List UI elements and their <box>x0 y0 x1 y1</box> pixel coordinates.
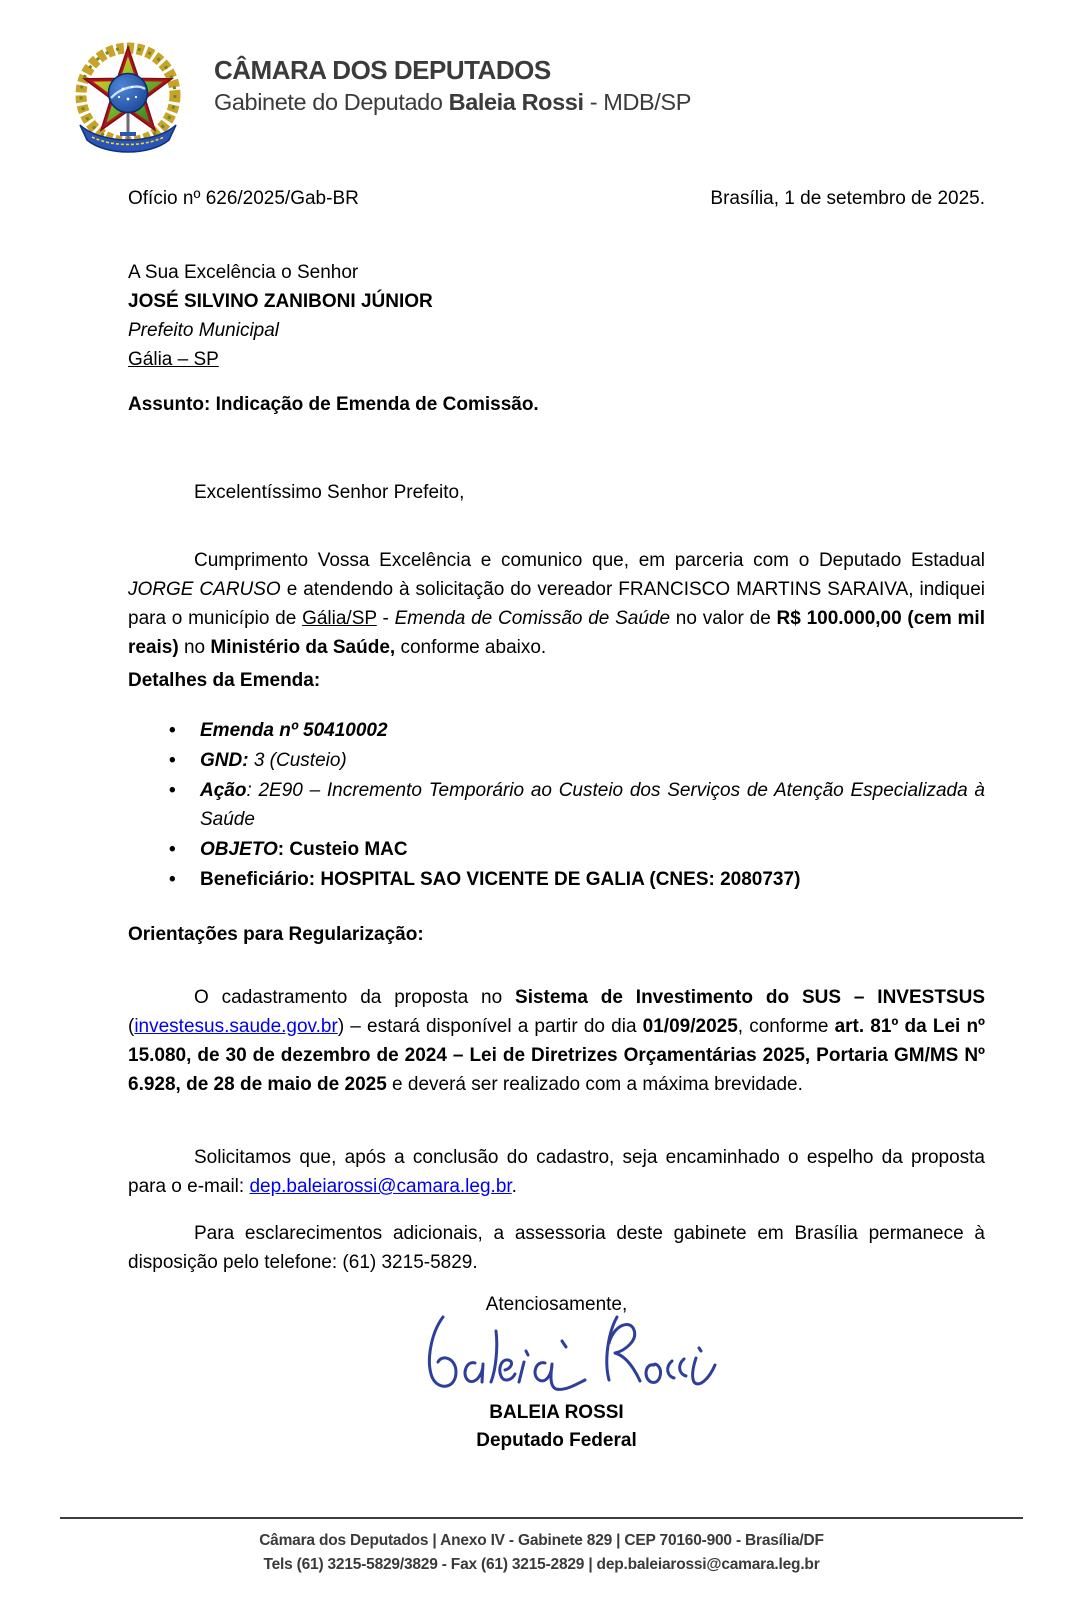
text-segment: OBJETO <box>200 839 278 860</box>
text-segment: Ministério da Saúde, <box>210 637 396 658</box>
text-segment: Solicitamos que, após a conclusão do cadastro, seja encaminhado o espelho da proposta para o e-mail: <box>128 1147 985 1197</box>
investsus-link[interactable]: investesus.saude.gov.br <box>134 1016 338 1037</box>
letter-body <box>128 0 985 1597</box>
followup-paragraph <box>128 1143 985 1201</box>
list-item-objeto <box>128 835 985 864</box>
footer-contacts: Tels (61) 3215-5829/3829 - Fax (61) 3215-2829 | dep.baleiarossi@camara.leg.br <box>263 1556 820 1573</box>
subject-line: Assunto: Indicação de Emenda de Comissão. <box>128 394 539 415</box>
text-segment: ( <box>128 1016 135 1037</box>
office-suffix: - MDB/SP <box>583 88 691 115</box>
text-segment: Emenda de Comissão de Saúde <box>394 608 671 629</box>
signatory-title: Deputado Federal <box>476 1430 637 1451</box>
text-segment: no valor de <box>670 608 777 629</box>
footer <box>0 1529 1083 1577</box>
signatory-name: BALEIA ROSSI <box>489 1402 624 1423</box>
text-segment: : 2E90 – Incremento Temporário ao Custeio dos Serviços de Atenção Especializada à Saúde <box>200 780 985 830</box>
footer-address: Câmara dos Deputados | Anexo IV - Gabinete 829 | CEP 70160-900 - Brasília/DF <box>259 1532 824 1549</box>
text-segment: no <box>178 637 211 658</box>
list-item-acao <box>128 776 985 834</box>
text-segment: Sistema de Investimento do SUS – INVESTSUS <box>515 987 986 1008</box>
details-heading: Detalhes da Emenda: <box>128 670 321 691</box>
text-segment: Beneficiário: HOSPITAL SAO VICENTE DE GALIA (CNES: 2080737) <box>200 869 801 890</box>
closing-salutation: Atenciosamente, <box>485 1294 628 1315</box>
regularization-paragraph <box>128 983 985 1099</box>
list-item-beneficiario <box>128 865 985 894</box>
text-segment: JORGE CARUSO <box>128 579 281 600</box>
text-segment: Gália/SP <box>302 608 377 629</box>
org-title: CÂMARA DOS DEPUTADOS <box>214 55 551 85</box>
office-prefix: Gabinete do Deputado <box>214 88 449 115</box>
addressee-block <box>128 258 985 374</box>
deputy-name: Baleia Rossi <box>448 88 584 115</box>
oficio-number: Ofício nº 626/2025/Gab-BR <box>128 188 359 209</box>
text-segment: Emenda nº 50410002 <box>200 720 388 741</box>
emenda-details-list <box>128 716 985 895</box>
text-segment: ) – estará disponível a partir do dia <box>337 1016 643 1037</box>
greeting: Excelentíssimo Senhor Prefeito, <box>194 482 465 503</box>
text-segment: . <box>511 1176 517 1197</box>
text-segment: e deverá ser realizado com a máxima brevidade. <box>386 1074 803 1095</box>
email-link[interactable]: dep.baleiarossi@camara.leg.br <box>249 1176 512 1197</box>
text-segment: : Custeio MAC <box>277 839 408 860</box>
text-segment: art. 81º da Lei nº 15.080, de 30 de dezembro de 2024 – Lei de Diretrizes Orçamentárias 2025, Portaria GM/MS Nº 6.928, de 28 de maio de 2025 <box>128 1016 985 1095</box>
text-segment: Ação <box>200 780 247 801</box>
signature-image <box>128 1303 985 1412</box>
body-paragraph-1 <box>128 546 985 662</box>
text-segment: GND: <box>200 750 249 771</box>
text-segment: Cumprimento Vossa Excelência e comunico que, em parceria com o Deputado Estadual <box>194 550 985 571</box>
text-segment: R$ 100.000,00 (cem mil reais) <box>128 608 985 658</box>
addressee-city: Gália – SP <box>128 349 219 370</box>
addressee-name: JOSÉ SILVINO ZANIBONI JÚNIOR <box>128 291 433 312</box>
text-segment: - <box>376 608 395 629</box>
contact-paragraph: Para esclarecimentos adicionais, a assessoria deste gabinete em Brasília permanece à disposição pelo telefone: (61) 3215-5829. <box>128 1223 985 1273</box>
reference-row <box>128 184 985 213</box>
text-segment: 3 (Custeio) <box>248 750 347 771</box>
addressee-role: Prefeito Municipal <box>128 320 280 341</box>
dateline: Brasília, 1 de setembro de 2025. <box>710 188 985 209</box>
text-segment: O cadastramento da proposta no <box>194 987 516 1008</box>
list-item-gnd <box>128 746 985 775</box>
list-item-emenda <box>128 716 985 745</box>
addressee-salutation: A Sua Excelência o Senhor <box>128 262 359 283</box>
text-segment: , conforme <box>737 1016 835 1037</box>
footer-divider <box>60 1517 1023 1519</box>
regularization-heading: Orientações para Regularização: <box>128 924 424 945</box>
text-segment: conforme abaixo. <box>395 637 547 658</box>
text-segment: 01/09/2025 <box>642 1016 738 1037</box>
text-segment: e atendendo à solicitação do vereador FRANCISCO MARTINS SARAIVA, indiquei para o município de <box>128 579 985 629</box>
